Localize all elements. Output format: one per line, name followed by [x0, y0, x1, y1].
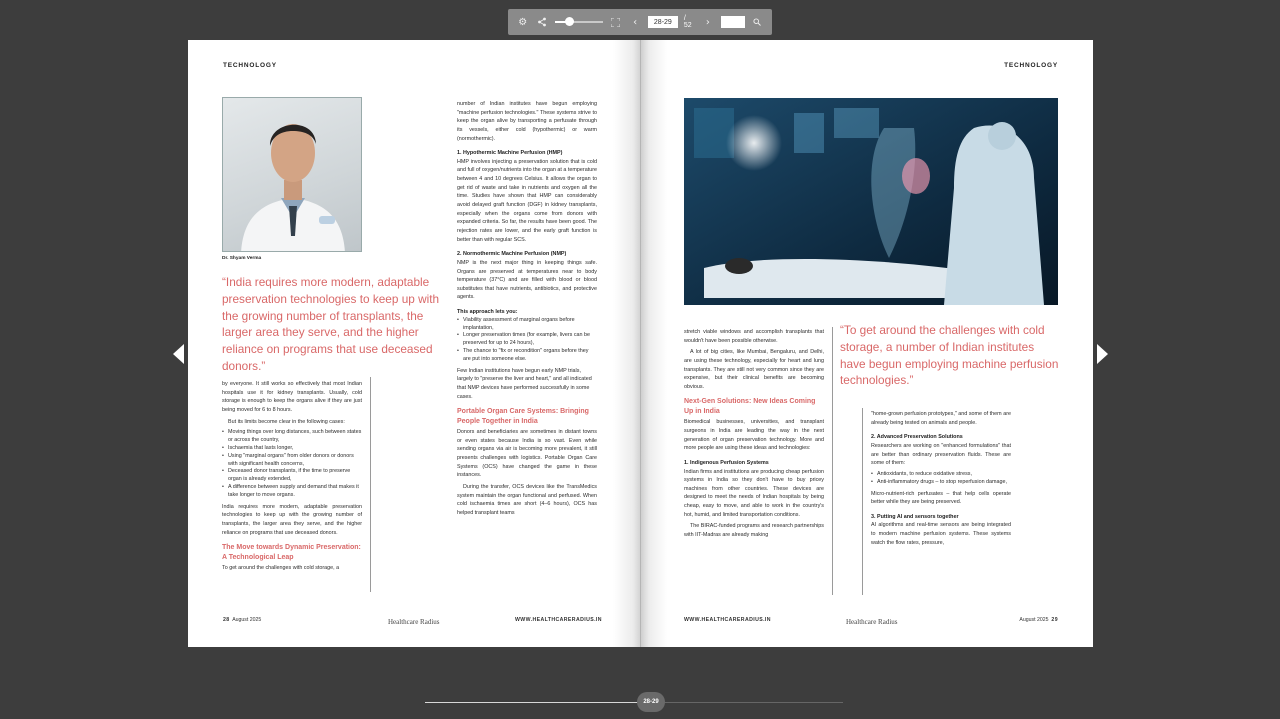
paragraph: NMP is the next major thing in keeping things safe. Organs are preserved at temperatures near to body temperature (37°C) and are filled with blood or blood substitutes that have nutrients, antibiotics, and protective agents.: [457, 259, 597, 301]
paragraph: Micro-nutrient-rich perfusates – that help cells operate better while they are being preserved.: [871, 490, 1011, 506]
footer-url: [684, 617, 771, 623]
issue-date: August 2025: [1019, 617, 1049, 623]
next-page-icon[interactable]: ›: [705, 16, 710, 28]
portrait-photo: [222, 97, 362, 252]
paragraph: Few Indian institutions have begun early NMP trials, largely to "preserve the liver and heart," and all indicated that NMP devices have performed successfully in some cases.: [457, 367, 592, 400]
next-spread-arrow-icon[interactable]: [1097, 344, 1108, 364]
page-scrubber-progress: [425, 702, 651, 703]
subheading: 1. Indigenous Perfusion Systems: [684, 459, 769, 466]
subheading: The Move towards Dynamic Preservation: A Technological Leap: [222, 544, 361, 561]
list-item: • Using "marginal organs" from older donors or donors with significant health concerns,: [222, 453, 362, 469]
prev-page-icon[interactable]: ‹: [633, 16, 638, 28]
page-number-input[interactable]: [648, 16, 678, 28]
page-number: 29: [1051, 617, 1058, 623]
viewer-toolbar: [508, 9, 772, 35]
list-item: • Viability assessment of marginal organs before implantation,: [457, 317, 597, 333]
paragraph: But its limits become clear in the following cases:: [228, 418, 345, 425]
pull-quote: “To get around the challenges with cold storage, a number of Indian institutes have begun employing machine perfusion technologies.”: [840, 323, 1059, 388]
issue-date: August 2025: [232, 617, 262, 623]
search-input[interactable]: [721, 16, 745, 28]
list-item: • Anti-inflammatory drugs – to stop reperfusion damage,: [871, 479, 1011, 487]
zoom-slider[interactable]: [555, 16, 603, 28]
paragraph: Indian firms and institutions are producing cheap perfusion systems in India so they don't have to buy pricey machines from other countries. These devices are designed to meet the needs of Indian hospitals by being cheap, easy to move, and able to work in the country's hot, humid, and limited transportation conditions.: [684, 468, 824, 518]
page-footer-right: [1019, 617, 1058, 623]
footer-url: [515, 617, 602, 623]
bullet-list: [457, 317, 597, 364]
section-tag: TECHNOLOGY: [1004, 62, 1058, 69]
subheading: 2. Advanced Preservation Solutions: [871, 434, 963, 441]
paragraph: To get around the challenges with cold storage, a: [222, 565, 340, 572]
list-item: • Moving things over long distances, such between states or across the country,: [222, 429, 362, 445]
paragraph: A lot of big cities, like Mumbai, Bengaluru, and Delhi, are using these technology, especially for heart and lung transplants. They are still not very common since they are expensive, but their clinical benefits are becoming obvious.: [684, 349, 824, 390]
bullet-list: [871, 471, 1011, 487]
subheading: Portable Organ Care Systems: Bringing People Together in India: [457, 408, 589, 425]
page-scrubber-thumb[interactable]: 28-29: [637, 692, 665, 712]
list-item: • The chance to "fix or recondition" organs before they are put into someone else.: [457, 348, 597, 364]
bullet-list: [222, 429, 362, 499]
column-rule: [862, 408, 863, 595]
list-item: • Longer preservation times (for example, livers can be preserved for up to 24 hours),: [457, 332, 597, 348]
paragraph: stretch viable windows and accomplish transplants that wouldn't have been possible otherwise.: [684, 329, 824, 344]
share-icon[interactable]: [535, 15, 548, 29]
list-item: • A difference between supply and demand that makes it take longer to move organs.: [222, 484, 362, 500]
right-page: [641, 40, 1093, 647]
list-item: • Ischaemia that lasts longer,: [222, 445, 362, 453]
publication-logo: Healthcare Radius: [388, 618, 440, 626]
footer-url-text: WWW.HEALTHCARERADIUS.IN: [684, 617, 771, 623]
subheading: 3. Putting AI and sensors together: [871, 513, 959, 520]
paragraph: AI algorithms and real-time sensors are being integrated to modern machine perfusion systems. These systems watch the flow rates, pressure,: [871, 522, 1011, 546]
subheading: Next-Gen Solutions: New Ideas Coming Up in India: [684, 398, 816, 415]
page-number: 28: [223, 617, 230, 623]
paragraph: The BIRAC-funded programs and research partnerships with IIT-Madras are already making: [684, 523, 824, 539]
paragraph: by everyone. It still works so effectively that most Indian hospitals use it for kidney transplants. Usually, cold storage is enough to keep the organs alive if they are just being moved for 6 to 8 hours.: [222, 381, 362, 413]
paragraph: Researchers are working on "enhanced formulations" that are better than ordinary preservation fluids. These are some of them:: [871, 442, 1011, 467]
right-column-1: [684, 328, 824, 543]
left-page: [188, 40, 640, 647]
right-column-2: [871, 410, 1011, 550]
paragraph: HMP involves injecting a preservation solution that is cold and full of oxygen/nutrients into the organ at a temperature between 4 and 10 degrees Celsius. It allows the organ to get rid of waste and take in nutrients and oxygen all the time. Studies have shown that HMP can considerably avoid delayed graft function (DGF) in kidney transplants, especially when the organs come from donors with expanded criteria. So far, the results have been good. The rejection rates are lower, and the early graft function is better than with regular SCS.: [457, 158, 597, 243]
section-tag: TECHNOLOGY: [223, 62, 277, 69]
paragraph: Donors and beneficiaries are sometimes in distant towns or even states because India is so vast. Even while sending organs via air is becoming more prevalent, it still presents challenges with logistics. Portable Organ Care Systems (OCS) have changed the game in these instances.: [457, 429, 597, 479]
search-icon[interactable]: [751, 15, 764, 29]
paragraph: "home-grown perfusion prototypes," and some of them are already being tested on animals and people.: [871, 411, 1011, 426]
left-column-2: [457, 100, 597, 521]
fullscreen-icon[interactable]: [609, 15, 622, 29]
list-item: • Antioxidants, to reduce oxidative stress,: [871, 471, 1011, 479]
page-total: / 52: [683, 15, 692, 29]
magazine-spread: [188, 40, 1093, 647]
publication-logo: Healthcare Radius: [846, 618, 898, 626]
column-rule: [832, 327, 833, 595]
paragraph: Biomedical businesses, universities, and transplant surgeons in India are leading the way in the next generation of organ preservation technology. More and more people are using these ideas and technologies:: [684, 419, 824, 452]
paragraph: number of Indian institutes have begun employing "machine perfusion technologies." These systems strive to keep the organ alive by transporting a perfusate through its vessels, either cold (hypothermic) or warm (normothermic).: [457, 101, 597, 142]
left-column-1: [222, 380, 362, 576]
subheading: 2. Normothermic Machine Perfusion (NMP): [457, 251, 567, 258]
paragraph: India requires more modern, adaptable preservation technologies to keep up with the growing number of transplants, the larger area they serve, and the higher reliance on programs that use deceased donors.: [222, 503, 362, 536]
zoom-thumb[interactable]: [565, 17, 574, 26]
photo-caption: Dr. Shyam Verma: [222, 256, 262, 261]
footer-url-text: WWW.HEALTHCARERADIUS.IN: [515, 617, 602, 623]
subheading: This approach lets you:: [457, 309, 518, 316]
pull-quote: “India requires more modern, adaptable preservation technologies to keep up with the growing number of transplants, the larger area they serve, and the higher reliance on programs that use deceased donors.”: [222, 275, 440, 373]
list-item: • Deceased donor transplants, if the time to preserve organ is already extended,: [222, 468, 362, 484]
settings-icon[interactable]: ⚙: [518, 16, 528, 28]
hero-image: [684, 98, 1058, 305]
column-rule: [370, 377, 371, 592]
page-footer-left: [223, 617, 261, 623]
paragraph: During the transfer, OCS devices like the TransMedics system maintain the organ functional and perfused. When cold ischaemia times are short (4–6 hours), OCS has helped transplant teams: [457, 483, 597, 516]
previous-spread-arrow-icon[interactable]: [173, 344, 184, 364]
subheading: 1. Hypothermic Machine Perfusion (HMP): [457, 150, 563, 157]
